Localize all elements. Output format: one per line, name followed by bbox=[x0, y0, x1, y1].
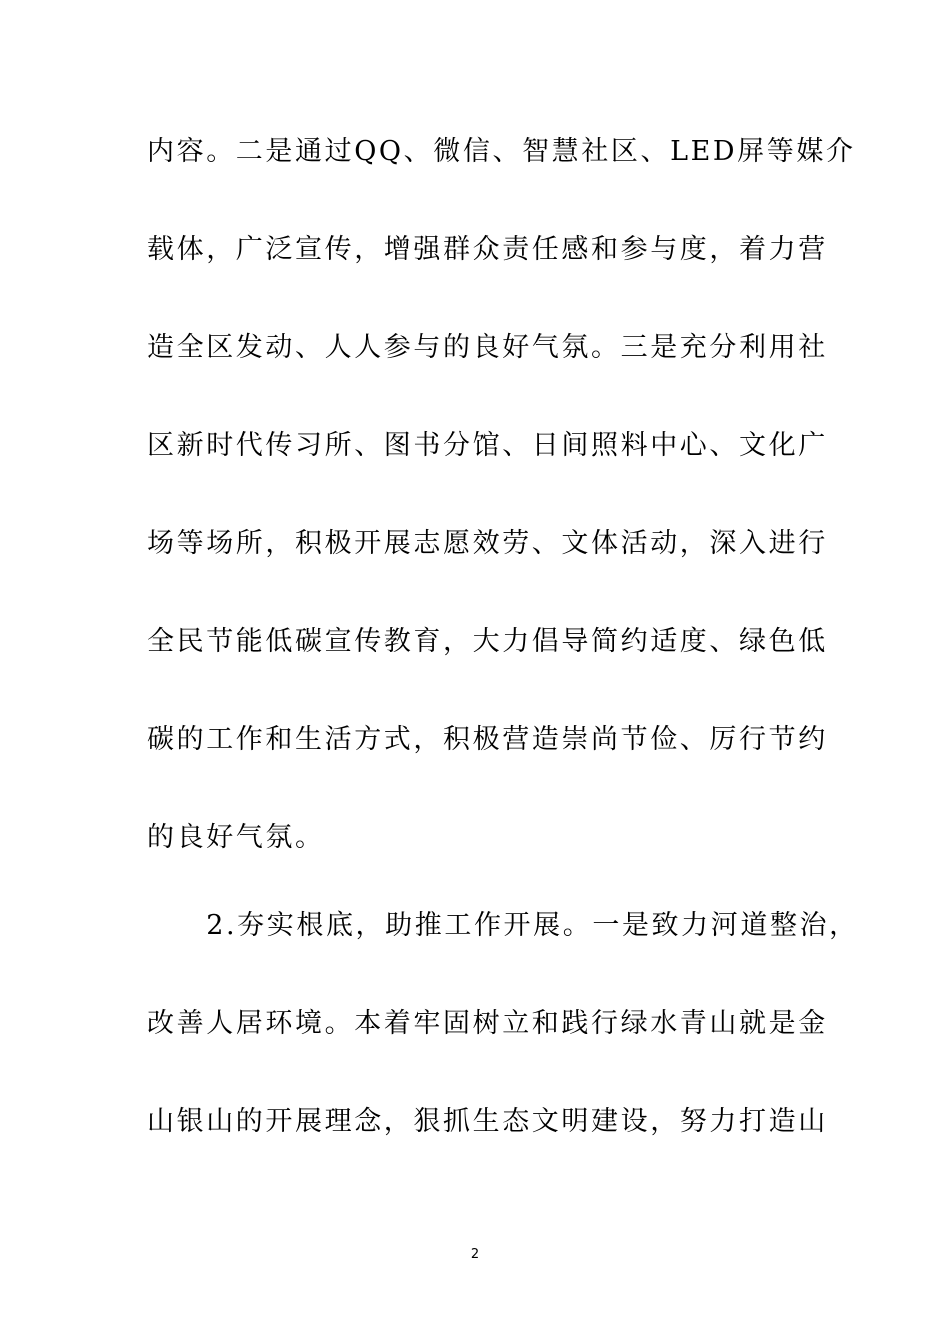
paragraph-line-5: 场等场所，积极开展志愿效劳、文体活动，深入进行 bbox=[147, 528, 828, 559]
paragraph-line-1: 内容。二是通过QQ、微信、智慧社区、LED屏等媒介 bbox=[147, 136, 856, 167]
paragraph-line-3: 造全区发动、人人参与的良好气氛。三是充分利用社 bbox=[147, 332, 828, 363]
paragraph-line-7: 碳的工作和生活方式，积极营造崇尚节俭、厉行节约 bbox=[147, 724, 828, 755]
paragraph-line-4: 区新时代传习所、图书分馆、日间照料中心、文化广 bbox=[147, 430, 828, 461]
paragraph-line-2: 载体，广泛宣传，增强群众责任感和参与度，着力营 bbox=[147, 234, 828, 265]
paragraph-line-10: 改善人居环境。本着牢固树立和践行绿水青山就是金 bbox=[147, 1008, 828, 1039]
paragraph-line-9: 2.夯实根底，助推工作开展。一是致力河道整治， bbox=[147, 910, 859, 941]
page-number: 2 bbox=[470, 1247, 480, 1262]
paragraph-line-11: 山银山的开展理念，狠抓生态文明建设，努力打造山 bbox=[147, 1106, 828, 1137]
paragraph-line-6: 全民节能低碳宣传教育，大力倡导简约适度、绿色低 bbox=[147, 626, 828, 657]
paragraph-line-8: 的良好气氛。 bbox=[147, 822, 325, 853]
